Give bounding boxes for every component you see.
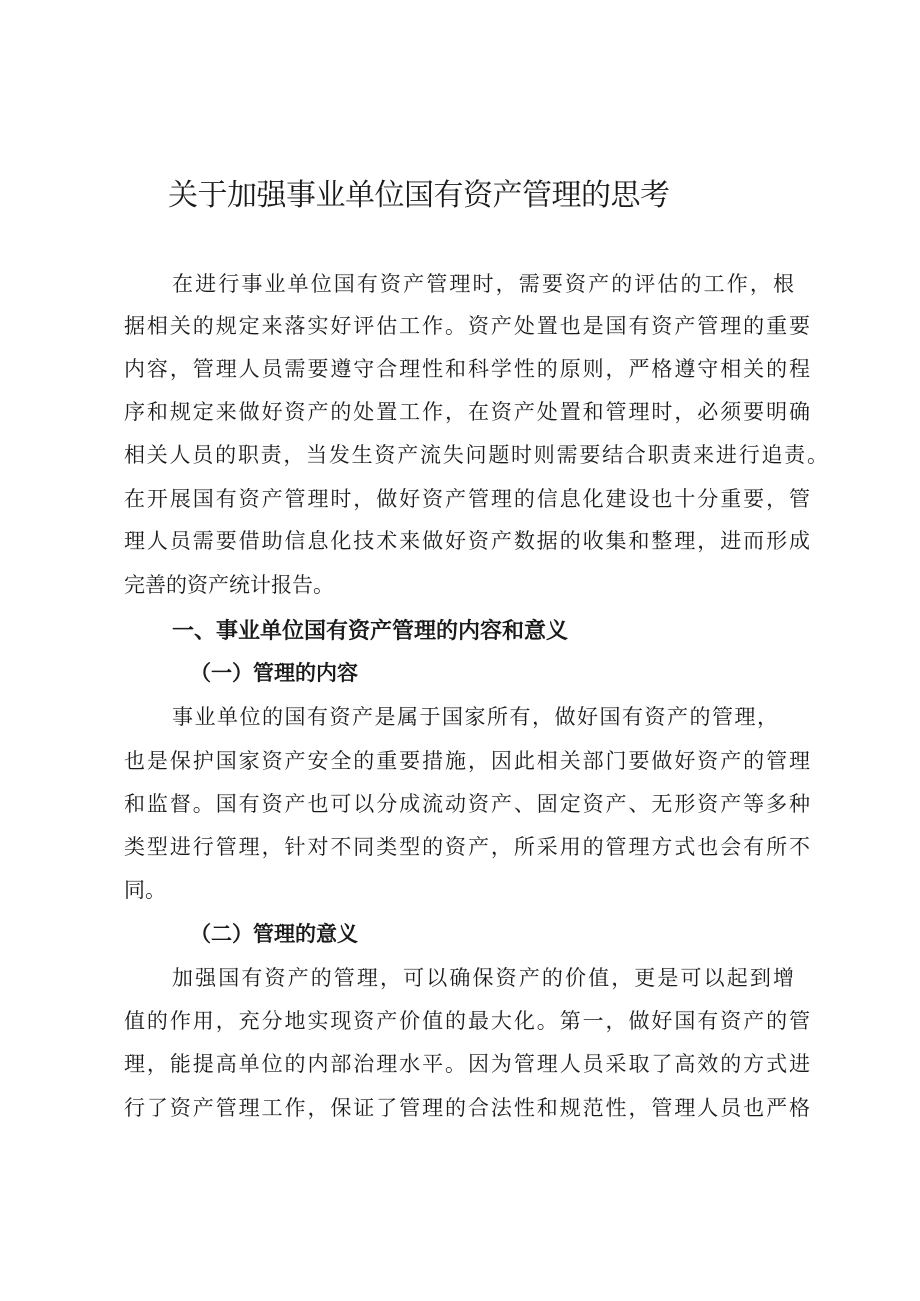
intro-line: 完善的资产统计报告。 bbox=[124, 573, 334, 597]
body-line: 和监督。国有资产也可以分成流动资产、固定资产、无形资产等多种 bbox=[124, 792, 810, 816]
subsection-heading: （二）管理的意义 bbox=[190, 921, 358, 946]
body-line: 也是保护国家资产安全的重要措施，因此相关部门要做好资产的管理 bbox=[124, 749, 810, 773]
intro-line: 理人员需要借助信息化技术来做好资产数据的收集和整理，进而形成 bbox=[124, 529, 810, 553]
body-line: 加强国有资产的管理，可以确保资产的价值，更是可以起到增 bbox=[172, 966, 794, 990]
body-line: 事业单位的国有资产是属于国家所有，做好国有资产的管理， bbox=[172, 705, 778, 729]
intro-line: 据相关的规定来落实好评估工作。资产处置也是国有资产管理的重要 bbox=[124, 314, 810, 338]
body-line: 同。 bbox=[124, 878, 166, 902]
intro-line: 在开展国有资产管理时，做好资产管理的信息化建设也十分重要，管 bbox=[124, 487, 810, 511]
intro-line: 在进行事业单位国有资产管理时，需要资产的评估的工作，根 bbox=[172, 272, 794, 296]
subsection-heading: （一）管理的内容 bbox=[190, 660, 358, 685]
body-line: 类型进行管理，针对不同类型的资产，所采用的管理方式也会有所不 bbox=[124, 835, 810, 859]
document-title: 关于加强事业单位国有资产管理的思考 bbox=[168, 178, 670, 213]
intro-line: 序和规定来做好资产的处置工作，在资产处置和管理时，必须要明确 bbox=[124, 400, 810, 424]
section-heading: 一、事业单位国有资产管理的内容和意义 bbox=[172, 619, 569, 644]
body-line: 理，能提高单位的内部治理水平。因为管理人员采取了高效的方式进 bbox=[124, 1052, 810, 1076]
body-line: 值的作用，充分地实现资产价值的最大化。第一，做好国有资产的管 bbox=[124, 1009, 810, 1033]
intro-line: 内容，管理人员需要遵守合理性和科学性的原则，严格遵守相关的程 bbox=[124, 357, 810, 381]
intro-line: 相关人员的职责，当发生资产流失问题时则需要结合职责来进行追责。 bbox=[124, 443, 828, 467]
body-line: 行了资产管理工作，保证了管理的合法性和规范性，管理人员也严格 bbox=[124, 1096, 810, 1120]
